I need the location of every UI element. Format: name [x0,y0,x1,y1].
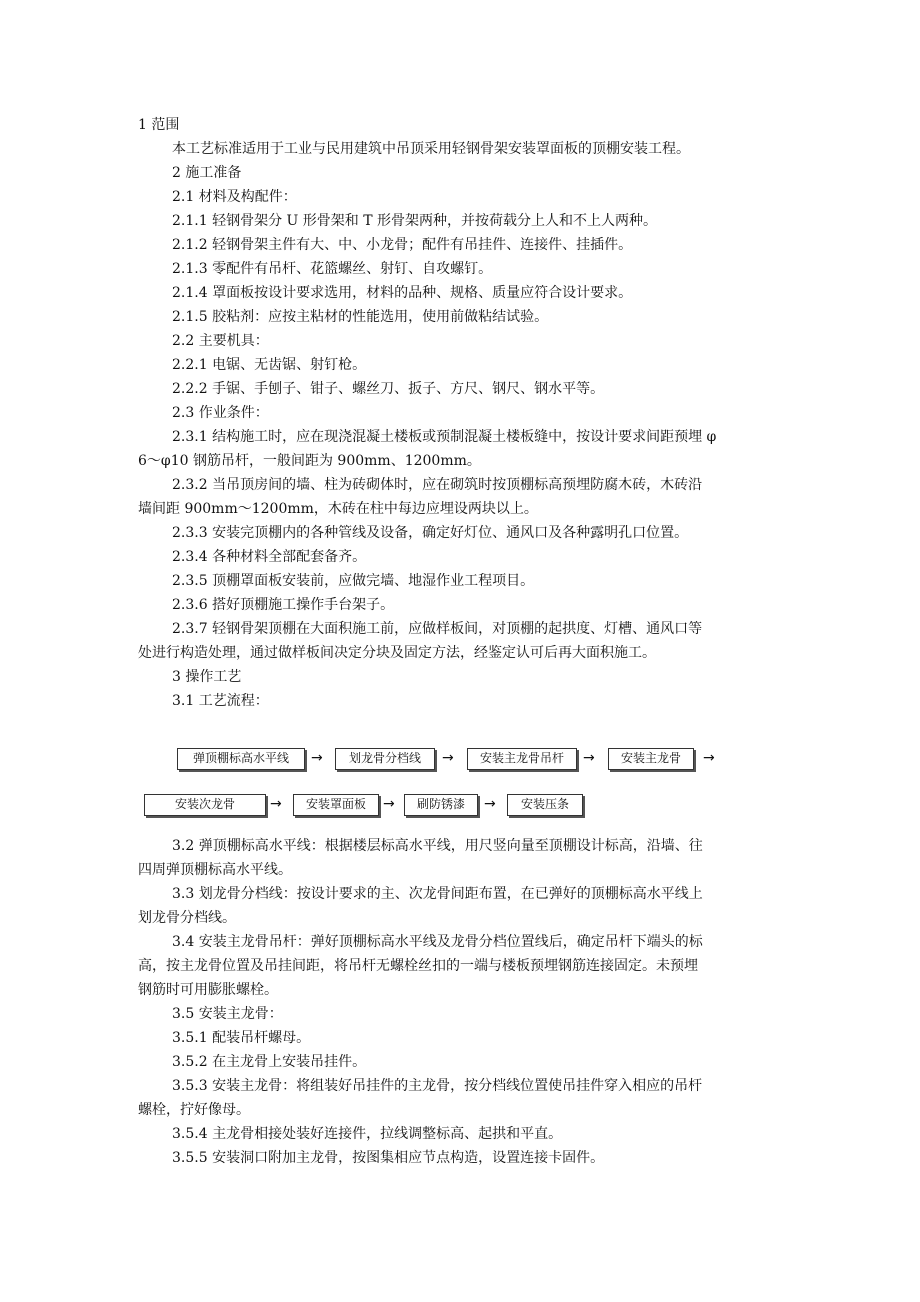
paragraph: 3.2 弹顶棚标高水平线：根据楼层标高水平线，用尺竖向量至顶棚设计标高，沿墙、往 [172,838,703,854]
paragraph: 3.5.3 安装主龙骨：将组装好吊挂件的主龙骨，按分档线位置使吊挂件穿入相应的吊杆 [172,1078,703,1094]
paragraph: 2.1.1 轻钢骨架分 U 形骨架和 T 形骨架两种，并按荷载分上人和不上人两种。 [172,213,658,229]
paragraph: 2.1.4 罩面板按设计要求选用，材料的品种、规格、质量应符合设计要求。 [172,285,633,301]
subsection-title: 2.3 作业条件： [172,405,269,421]
flow-step-6: 安装罩面板 [293,794,379,816]
flow-step-7: 刷防锈漆 [404,794,478,816]
paragraph-continuation: 高，按主龙骨位置及吊挂间距，将吊杆无螺栓丝扣的一端与楼板预埋钢筋连接固定。未预埋 [138,958,698,974]
paragraph: 2.3.2 当吊顶房间的墙、柱为砖砌体时，应在砌筑时按顶棚标高预埋防腐木砖，木砖沿 [172,477,703,493]
flow-step-5: 安装次龙骨 [144,794,266,816]
paragraph: 2.3.4 各种材料全部配套备齐。 [172,549,367,565]
paragraph: 3.4 安装主龙骨吊杆：弹好顶棚标高水平线及龙骨分档位置线后，确定吊杆下端头的标 [172,934,703,950]
flow-arrow: → [442,750,454,766]
paragraph: 2.1.3 零配件有吊杆、花篮螺丝、射钉、自攻螺钉。 [172,261,493,277]
paragraph: 2.3.1 结构施工时，应在现浇混凝土楼板或预制混凝土楼板缝中，按设计要求间距预埋 φ [172,429,717,445]
paragraph-continuation: 螺栓，拧好像母。 [138,1102,250,1118]
paragraph: 2.2.1 电锯、无齿锯、射钉枪。 [172,357,367,373]
paragraph: 3.5.5 安装洞口附加主龙骨，按图集相应节点构造，设置连接卡固件。 [172,1150,605,1166]
paragraph: 2.3.7 轻钢骨架顶棚在大面积施工前，应做样板间，对顶棚的起拱度、灯槽、通风口等 [172,621,703,637]
paragraph-continuation: 划龙骨分档线。 [138,910,236,926]
paragraph: 3.3 划龙骨分档线：按设计要求的主、次龙骨间距布置，在已弹好的顶棚标高水平线上 [172,886,703,902]
flow-arrow: → [583,750,595,766]
paragraph-continuation: 钢筋时可用膨胀螺栓。 [138,982,278,998]
paragraph: 本工艺标准适用于工业与民用建筑中吊顶采用轻钢骨架安装罩面板的顶棚安装工程。 [172,141,690,157]
flow-arrow: → [484,796,496,812]
paragraph: 2.1.2 轻钢骨架主件有大、中、小龙骨；配件有吊挂件、连接件、挂插件。 [172,237,633,253]
paragraph: 2.3.6 搭好顶棚施工操作手台架子。 [172,597,395,613]
paragraph-continuation: 6～φ10 钢筋吊杆，一般间距为 900mm、1200mm。 [138,453,481,469]
paragraph-continuation: 四周弹顶棚标高水平线。 [138,862,292,878]
subsection-title: 2.2 主要机具： [172,333,269,349]
paragraph: 3.5.4 主龙骨相接处装好连接件，拉线调整标高、起拱和平直。 [172,1126,563,1142]
flow-step-4: 安装主龙骨 [608,748,694,770]
flow-arrow: → [703,750,715,766]
flow-step-1: 弹顶棚标高水平线 [177,748,305,770]
paragraph-continuation: 墙间距 900mm～1200mm，木砖在柱中每边应埋设两块以上。 [138,501,538,517]
paragraph: 2.3.5 顶棚罩面板安装前，应做完墙、地湿作业工程项目。 [172,573,535,589]
flow-arrow: → [383,796,395,812]
paragraph: 2.2.2 手锯、手刨子、钳子、螺丝刀、扳子、方尺、钢尺、钢水平等。 [172,381,605,397]
subsection-title: 2.1 材料及构配件： [172,189,297,205]
flow-step-3: 安装主龙骨吊杆 [467,748,577,770]
paragraph: 2.1.5 胶粘剂：应按主粘材的性能选用，使用前做粘结试验。 [172,309,549,325]
subsection-title: 3.5 安装主龙骨： [172,1006,283,1022]
section-1-title: 1 范围 [138,117,180,133]
flow-arrow: → [270,796,282,812]
section-3-title: 3 操作工艺 [172,669,242,685]
paragraph: 2.3.3 安装完顶棚内的各种管线及设备，确定好灯位、通风口及各种露明孔口位置。 [172,525,689,541]
flow-step-8: 安装压条 [507,794,583,816]
paragraph: 3.5.2 在主龙骨上安装吊挂件。 [172,1054,367,1070]
paragraph-continuation: 处进行构造处理，通过做样板间决定分块及固定方法，经鉴定认可后再大面积施工。 [138,645,656,661]
section-2-title: 2 施工准备 [172,165,242,181]
flow-arrow: → [311,750,323,766]
subsection-title: 3.1 工艺流程： [172,693,269,709]
paragraph: 3.5.1 配装吊杆螺母。 [172,1030,311,1046]
flow-step-2: 划龙骨分档线 [335,748,435,770]
